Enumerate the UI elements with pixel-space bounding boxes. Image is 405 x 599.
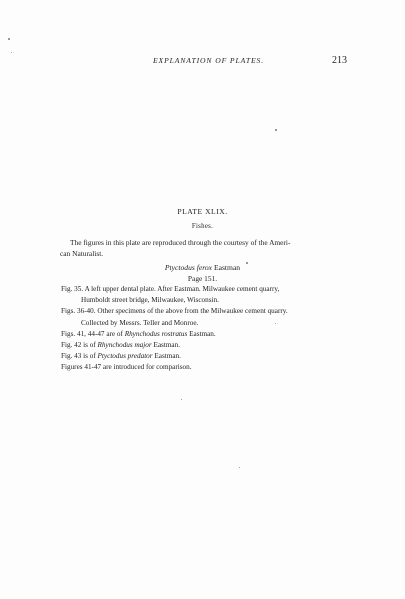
page-reference: Page 151. xyxy=(187,274,218,283)
intro-line: can Naturalist. xyxy=(60,249,104,258)
page-number: 213 xyxy=(332,55,347,66)
figure-entry xyxy=(61,306,361,328)
figure-list xyxy=(61,284,361,374)
figure-entry-suffix: Eastman. xyxy=(151,341,180,350)
figure-entry xyxy=(61,340,361,351)
running-header xyxy=(0,56,405,70)
figure-entry-line: Figs. 36-40. Other specimens of the above from the Milwaukee cement quarry. xyxy=(61,307,288,316)
figure-entry xyxy=(61,284,361,306)
figure-entry xyxy=(61,329,361,340)
figure-entry-prefix: Fig. 42 is of xyxy=(61,341,98,350)
running-title: EXPLANATION OF PLATES. xyxy=(153,56,264,65)
intro-line: The figures in this plate are reproduced through the courtesy of the Ameri- xyxy=(70,238,291,247)
scan-speck xyxy=(11,52,12,53)
figure-entry xyxy=(61,351,361,362)
figure-entry-suffix: Eastman. xyxy=(152,352,181,361)
scan-speck xyxy=(275,323,276,324)
figure-entry-prefix: Fig. 43 is of xyxy=(61,352,98,361)
plate-subtitle: Fishes. xyxy=(191,223,214,230)
scan-speck xyxy=(239,467,240,468)
figure-entry xyxy=(61,362,361,373)
plate-title: PLATE XLIX. xyxy=(177,207,228,216)
species-name: Rhynchodus rostratus xyxy=(124,329,188,338)
figure-entry-prefix: Figs. 41, 44-47 are of xyxy=(61,329,125,338)
species-name: Rhynchodus major xyxy=(97,341,152,350)
species-name: Ptyctodus ferox xyxy=(164,263,213,272)
figure-entry-line: Fig. 35. A left upper dental plate. After Eastman. Milwaukee cement quarry, xyxy=(61,285,280,293)
figure-entry-continuation: Collected by Messrs. Teller and Monroe. xyxy=(81,318,199,327)
species-heading xyxy=(0,263,405,272)
figure-entry-continuation: Humboldt street bridge, Milwaukee, Wisconsin. xyxy=(81,296,219,305)
scan-speck xyxy=(8,38,10,40)
intro-paragraph xyxy=(60,237,360,259)
species-author: Eastman xyxy=(212,263,241,272)
scan-speck xyxy=(246,262,248,264)
figure-entry-suffix: Eastman. xyxy=(187,329,216,338)
scan-speck xyxy=(275,129,277,131)
figure-entry-text: Figures 41-47 are introduced for comparison. xyxy=(61,363,192,372)
species-name: Ptyctodus predator xyxy=(97,352,153,361)
scan-speck xyxy=(181,399,182,400)
